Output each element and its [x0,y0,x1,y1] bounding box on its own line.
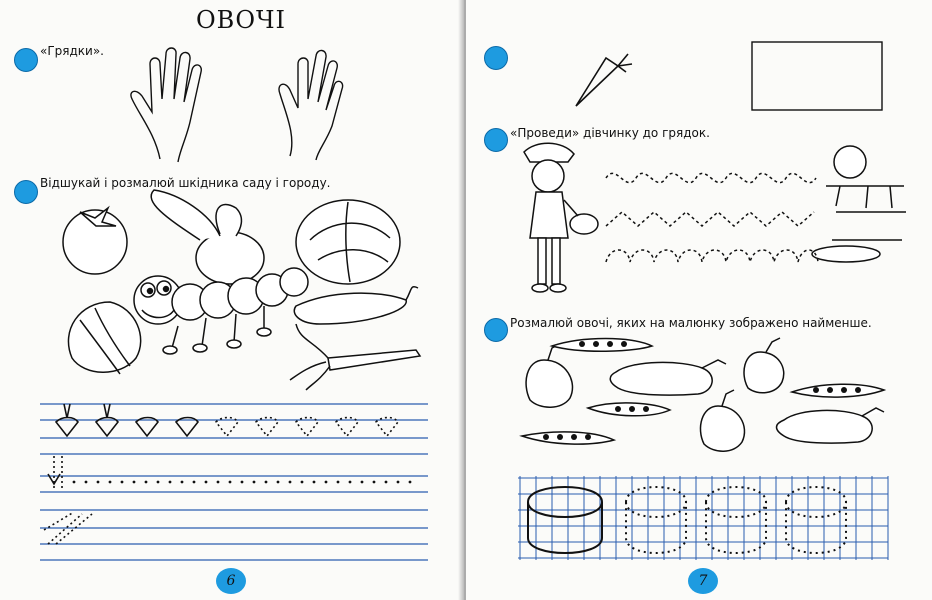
left-page [0,0,462,600]
page-number-right: 7 [688,568,718,594]
hands-illustration [120,44,360,164]
right-page [466,0,932,600]
tracing-grid [518,476,888,562]
pencil-icon [14,180,38,204]
page-number-left: 6 [216,568,246,594]
vegetables-counting-illustration [522,336,902,468]
pencil-icon [484,318,508,342]
girl-path-illustration [506,142,916,302]
map-icon [484,128,508,152]
glasses-icon [484,46,508,70]
task-find-pest-label: Відшукай і розмалюй шкідника саду і городу. [40,176,331,190]
vegetables-pest-illustration [50,190,420,380]
task-grydky-label: «Грядки». [40,44,104,58]
carrot-and-frame-illustration [566,40,866,120]
page-title: ОВОЧІ [196,6,287,34]
task-color-vegetables-label: Розмалюй овочі, яких на малюнку зображено найменше. [510,316,872,330]
writing-practice-lines [34,394,434,564]
hand-sign-icon [14,48,38,72]
task-lead-girl-label: «Проведи» дівчинку до грядок. [510,126,710,140]
